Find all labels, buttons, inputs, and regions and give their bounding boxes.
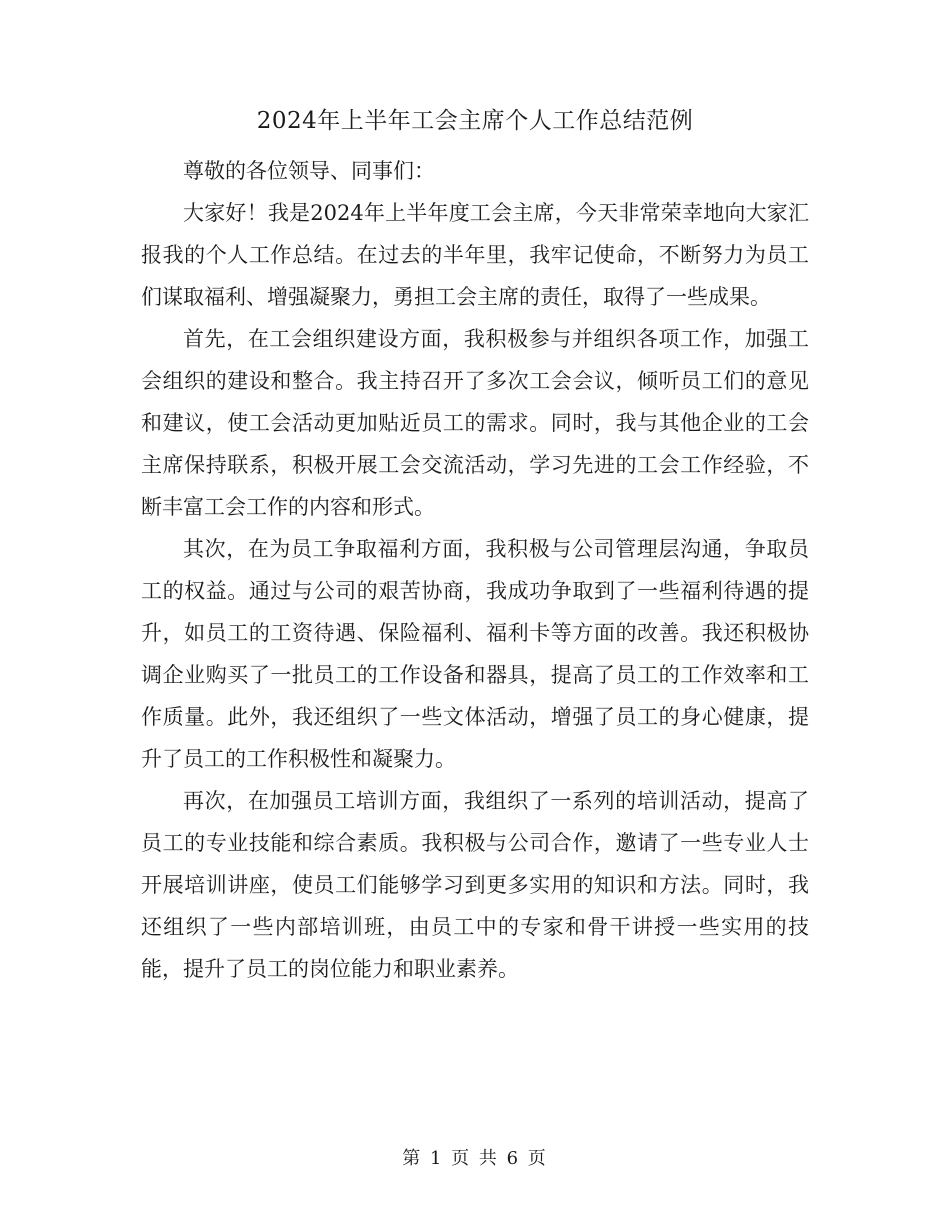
paragraph-2: 首先，在工会组织建设方面，我积极参与并组织各项工作，加强工会组织的建设和整合。我主持召开了多次工会会议，倾听员工们的意见和建议，使工会活动更加贴近员工的需求。同时，我与其他企业的工会主席保持联系，积极开展工会交流活动，学习先进的工会工作经验，不断丰富工会工作的内容和形式。: [141, 327, 809, 519]
paragraph-3: 其次，在为员工争取福利方面，我积极与公司管理层沟通，争取员工的权益。通过与公司的艰苦协商，我成功争取到了一些福利待遇的提升，如员工的工资待遇、保险福利、福利卡等方面的改善。我还积极协调企业购买了一批员工的工作设备和器具，提高了员工的工作效率和工作质量。此外，我还组织了一些文体活动，增强了员工的身心健康，提升了员工的工作积极性和凝聚力。: [141, 537, 809, 771]
page-number-footer: 第 1 页 共 6 页: [402, 1148, 548, 1169]
document-title: 2024年上半年工会主席个人工作总结范例: [256, 108, 694, 134]
document-body: [141, 150, 809, 990]
paragraph-4: 再次，在加强员工培训方面，我组织了一系列的培训活动，提高了员工的专业技能和综合素质。我积极与公司合作，邀请了一些专业人士开展培训讲座，使员工们能够学习到更多实用的知识和方法。同时，我还组织了一些内部培训班，由员工中的专家和骨干讲授一些实用的技能，提升了员工的岗位能力和职业素养。: [141, 789, 809, 981]
greeting: 尊敬的各位领导、同事们：: [183, 159, 435, 183]
paragraph-1: 大家好！我是2024年上半年度工会主席，今天非常荣幸地向大家汇报我的个人工作总结。在过去的半年里，我牢记使命，不断努力为员工们谋取福利、增强凝聚力，勇担工会主席的责任，取得了一些成果。: [141, 201, 809, 309]
